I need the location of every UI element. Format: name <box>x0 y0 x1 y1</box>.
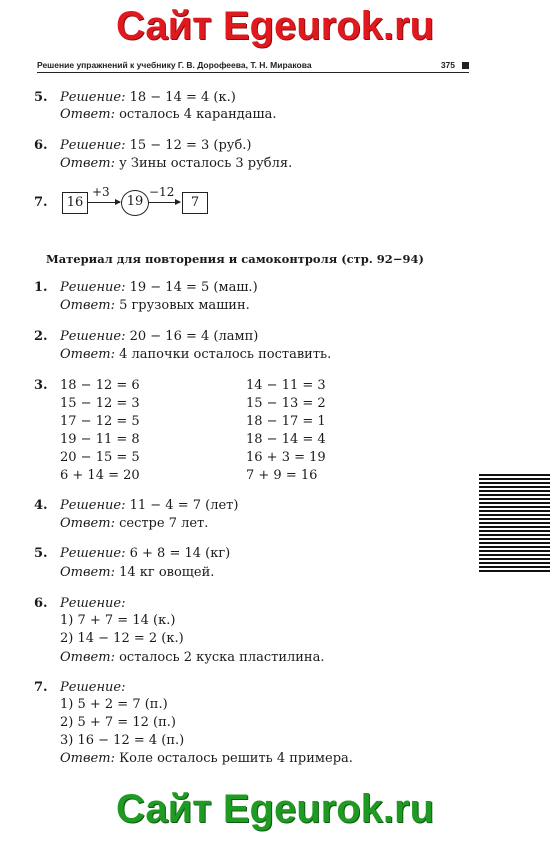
answer-label: Ответ: <box>60 565 115 580</box>
answer-text: 4 лапочки осталось поставить. <box>119 347 332 362</box>
solution-text: 20 − 16 = 4 (ламп) <box>129 329 259 344</box>
p1-n5-answer <box>60 106 276 124</box>
p2-n7-number: 7. <box>34 680 48 695</box>
solution-label: Решение: <box>60 90 126 105</box>
answer-label: Ответ: <box>60 156 115 171</box>
p2-n3-left-4: 19 − 11 = 8 <box>60 432 140 447</box>
solution-text: 19 − 14 = 5 (маш.) <box>129 280 258 295</box>
answer-text: 5 грузовых машин. <box>119 298 250 313</box>
p1-n6-solution <box>60 137 251 155</box>
p2-n3-left-2: 15 − 12 = 3 <box>60 396 140 411</box>
p2-n7-step-2: 2) 5 + 7 = 12 (п.) <box>60 715 176 730</box>
answer-label: Ответ: <box>60 751 115 766</box>
p2-n3-left-6: 6 + 14 = 20 <box>60 468 140 483</box>
answer-text: осталось 4 карандаша. <box>119 107 277 122</box>
p2-n6-solution-label: Решение: <box>60 596 126 611</box>
chain-arrow-icon <box>87 202 120 203</box>
header-rule <box>37 72 469 73</box>
p2-n3-right-2: 15 − 13 = 2 <box>246 396 326 411</box>
p2-n6-answer <box>60 649 324 667</box>
p2-n5-answer <box>60 564 214 582</box>
answer-text: 14 кг овощей. <box>119 565 215 580</box>
p2-n6-step-2: 2) 14 − 12 = 2 (к.) <box>60 631 184 646</box>
p2-n5-number: 5. <box>34 546 48 561</box>
watermark-bottom: Сайт Egeurok.ru <box>115 787 435 831</box>
p2-n3-number: 3. <box>34 378 48 393</box>
page-header <box>37 60 469 71</box>
p2-n4-solution <box>60 497 238 515</box>
p2-n2-solution <box>60 328 258 346</box>
header-square-icon <box>462 62 469 69</box>
answer-label: Ответ: <box>60 516 115 531</box>
p2-n3-right-1: 14 − 11 = 3 <box>246 378 326 393</box>
edge-stripes-decoration <box>479 474 550 572</box>
chain-box-start: 16 <box>62 192 88 214</box>
p2-n3-right-5: 16 + 3 = 19 <box>246 450 326 465</box>
p2-n1-answer <box>60 297 250 315</box>
chain-box-end: 7 <box>182 192 208 214</box>
answer-text: сестре 7 лет. <box>119 516 209 531</box>
p2-n6-number: 6. <box>34 596 48 611</box>
chain-arrow-icon <box>148 202 180 203</box>
chain-op-first: +3 <box>92 185 110 199</box>
p2-n2-answer <box>60 346 331 364</box>
solution-text: 18 − 14 = 4 (к.) <box>129 90 236 105</box>
solution-label: Решение: <box>60 138 126 153</box>
p2-n5-solution <box>60 545 230 563</box>
answer-text: Коле осталось решить 4 примера. <box>119 751 353 766</box>
watermark-top: Сайт Egeurok.ru <box>115 4 435 48</box>
p2-n3-left-3: 17 − 12 = 5 <box>60 414 140 429</box>
solution-label: Решение: <box>60 329 126 344</box>
p2-n7-step-3: 3) 16 − 12 = 4 (п.) <box>60 733 185 748</box>
p2-n7-answer <box>60 750 353 768</box>
header-text: Решение упражнений к учебнику Г. В. Дорофеева, Т. Н. Миракова <box>37 60 312 70</box>
p2-n3-right-3: 18 − 17 = 1 <box>246 414 326 429</box>
answer-label: Ответ: <box>60 107 115 122</box>
p1-n5-solution <box>60 89 236 107</box>
p2-n4-answer <box>60 515 208 533</box>
p2-n3-right-6: 7 + 9 = 16 <box>246 468 318 483</box>
section-heading: Материал для повторения и самоконтроля (стр. 92−94) <box>46 252 424 266</box>
solution-text: 15 − 12 = 3 (руб.) <box>129 138 252 153</box>
p1-n6-number: 6. <box>34 138 48 153</box>
p2-n1-number: 1. <box>34 280 48 295</box>
chain-op-second: −12 <box>149 185 175 199</box>
answer-label: Ответ: <box>60 298 115 313</box>
p2-n1-solution <box>60 279 258 297</box>
p2-n7-step-1: 1) 5 + 2 = 7 (п.) <box>60 697 168 712</box>
answer-label: Ответ: <box>60 347 115 362</box>
answer-text: у Зины осталось 3 рубля. <box>119 156 293 171</box>
p2-n3-right-4: 18 − 14 = 4 <box>246 432 326 447</box>
p1-n7-number: 7. <box>34 195 48 210</box>
p2-n3-left-5: 20 − 15 = 5 <box>60 450 140 465</box>
solution-text: 6 + 8 = 14 (кг) <box>129 546 231 561</box>
p1-n5-number: 5. <box>34 90 48 105</box>
p2-n2-number: 2. <box>34 329 48 344</box>
p1-n6-answer <box>60 155 292 173</box>
p2-n7-solution-label: Решение: <box>60 680 126 695</box>
solution-label: Решение: <box>60 498 126 513</box>
p2-n4-number: 4. <box>34 498 48 513</box>
solution-label: Решение: <box>60 280 126 295</box>
p2-n3-left-1: 18 − 12 = 6 <box>60 378 140 393</box>
answer-label: Ответ: <box>60 650 115 665</box>
solution-label: Решение: <box>60 546 126 561</box>
p2-n6-step-1: 1) 7 + 7 = 14 (к.) <box>60 613 176 628</box>
solution-text: 11 − 4 = 7 (лет) <box>129 498 239 513</box>
answer-text: осталось 2 куска пластилина. <box>119 650 325 665</box>
page-number: 375 <box>440 60 455 70</box>
chain-circle: 19 <box>121 190 149 216</box>
